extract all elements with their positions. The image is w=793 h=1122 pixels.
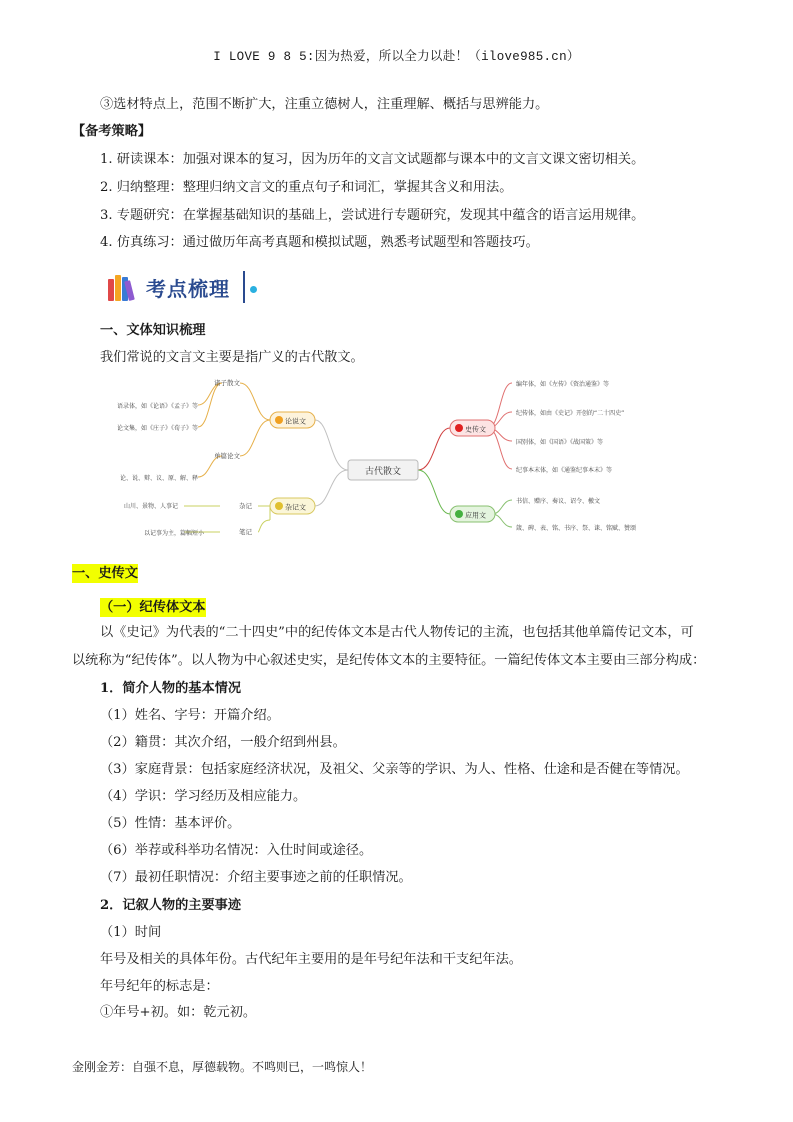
strategy-title: 【备考策略】 <box>72 124 152 139</box>
mindmap-diagram <box>100 372 690 544</box>
section1-heading: 一、文体知识梳理 <box>100 323 206 338</box>
green-dot-icon <box>455 510 463 518</box>
list-item: （5）性情：基本评价。 <box>100 816 241 831</box>
node-shanchuan: 山川、景物、人事记 <box>123 503 178 510</box>
node-jishibenmo: 纪事本末体，如《通鉴纪事本末》等 <box>516 467 613 474</box>
books-icon <box>108 275 142 301</box>
node-zaji-item: 杂记 <box>239 502 252 510</box>
node-biji: 笔记 <box>239 528 252 536</box>
strategy-item-3: 3. 专题研究：在掌握基础知识的基础上，尝试进行专题研究，发现其中蕴含的语言运用规律。 <box>100 208 645 223</box>
list-item: （4）学识：学习经历及相应能力。 <box>100 789 307 804</box>
nianhao-text: 年号纪年的标志是： <box>100 979 219 994</box>
brand-title: 考点梳理 <box>146 277 230 301</box>
example-text: ①年号+初。如：乾元初。 <box>100 1005 257 1020</box>
list-item: （7）最初任职情况：介绍主要事迹之前的任职情况。 <box>100 870 412 885</box>
time-text: 年号及相关的具体年份。古代纪年主要用的是年号纪年法和干支纪年法。 <box>100 952 522 967</box>
node-shizhuan: 史传文 <box>465 425 486 434</box>
list-item: （6）举荐或科举功名情况：入仕时间或途径。 <box>100 843 373 858</box>
list-item: （1）姓名、字号：开篇介绍。 <box>100 708 280 723</box>
strategy-item-1: 1. 研读课本：加强对课本的复习，因为历年的文言文试题都与课本中的文言文课文密切相关。 <box>100 152 645 167</box>
section2-heading: 一、史传文 <box>72 566 138 581</box>
node-jizhuan: 纪传体，如由《史记》开创的“二十四史” <box>516 410 625 417</box>
heading-1: 1．简介人物的基本情况 <box>100 681 242 696</box>
yellow-dot-icon <box>275 502 283 510</box>
node-ji: 箴、碑、表、铭、书序、祭、诔、铭赋、赞颂 <box>516 525 637 532</box>
node-guobie: 国别体，如《国语》《战国策》等 <box>516 439 604 446</box>
page-header: I LOVE 9 8 5:因为热爱，所以全力以赴！（ilove985.cn） <box>213 50 580 64</box>
paragraph-1b: 以统称为“纪传体”。以人物为中心叙述史实，是纪传体文本的主要特征。一篇纪传体文本主要由三部分构成： <box>72 653 706 668</box>
node-danpian: 单篇论文 <box>214 452 240 460</box>
mindmap-center: 古代散文 <box>364 467 402 477</box>
node-zhuzi: 诸子散文 <box>214 379 240 387</box>
node-biannian: 编年体，如《左传》《资治通鉴》等 <box>516 381 610 388</box>
brand-banner <box>108 271 258 307</box>
intro-line-3: ③选材特点上，范围不断扩大，注重立德树人，注重理解、概括与思辨能力。 <box>100 97 549 112</box>
node-lunshuo: 论说文 <box>285 417 306 426</box>
node-lunwen: 论文集，如《庄子》《荀子》等 <box>116 425 198 432</box>
text-cursor <box>243 271 245 303</box>
subsection-1-title: （一）纪传体文本 <box>100 600 206 615</box>
time-subheading: （1）时间 <box>100 925 162 940</box>
red-dot-icon <box>455 424 463 432</box>
paragraph-1a: 以《史记》为代表的“二十四史”中的纪传体文本是古代人物传记的主流，也包括其他单篇传记文本，可 <box>100 625 694 640</box>
section1-text: 我们常说的文言文主要是指广义的古代散文。 <box>100 350 364 365</box>
list-item: （2）籍贯：其次介绍，一般介绍到州县。 <box>100 735 346 750</box>
node-genres: 论、说、辩、议、原、解、释 <box>119 475 198 482</box>
node-yingyong: 应用文 <box>465 511 486 520</box>
brand-dot-icon <box>250 286 257 293</box>
node-jishi: 以记事为主，篇幅短小 <box>143 530 204 537</box>
heading-2: 2．记叙人物的主要事迹 <box>100 898 242 913</box>
orange-dot-icon <box>275 416 283 424</box>
strategy-item-2: 2. 归纳整理：整理归纳文言文的重点句子和词汇，掌握其含义和用法。 <box>100 180 513 195</box>
node-yulu: 语录体，如《论语》《孟子》等 <box>116 403 198 410</box>
strategy-item-4: 4. 仿真练习：通过做历年高考真题和模拟试题，熟悉考试题型和答题技巧。 <box>100 235 539 250</box>
list-item: （3）家庭背景：包括家庭经济状况，及祖父、父亲等的学识、为人、性格、仕途和是否健在等情况。 <box>100 762 689 777</box>
page-footer: 金刚金芳：自强不息，厚德载物。不鸣则已，一鸣惊人！ <box>72 1060 373 1074</box>
node-shuxin: 书信、赠序、奏议、诏令、檄文 <box>516 498 601 505</box>
node-zaji: 杂记文 <box>285 503 306 512</box>
